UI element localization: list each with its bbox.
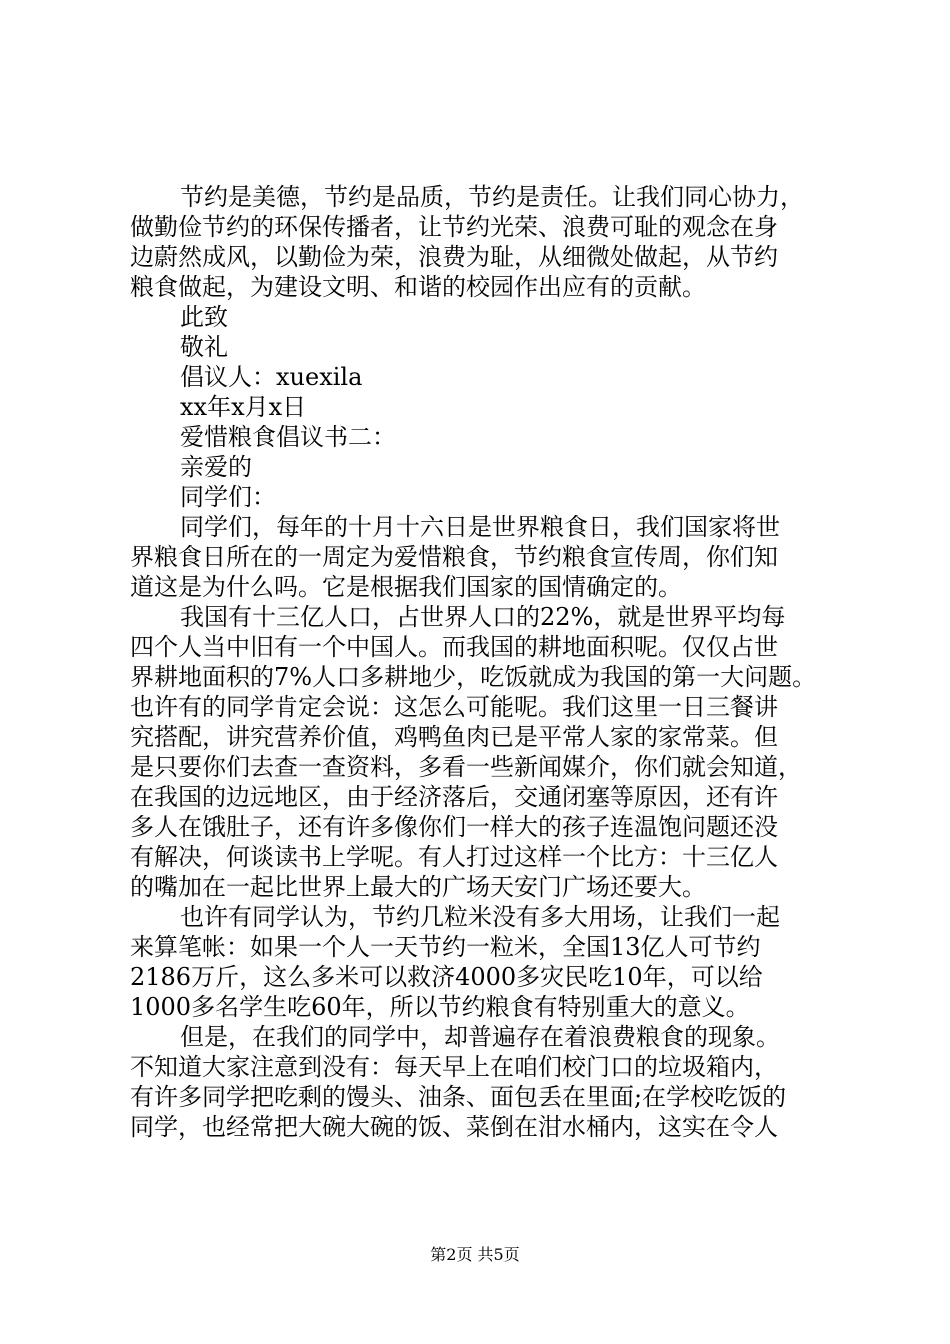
text-line: 倡议人：xuexila [180,363,363,391]
text-line: 来算笔帐：如果一个人一天节约一粒米，全国13亿人可节约 [130,933,761,961]
text-line: 我国有十三亿人口，占世界人口的22%，就是世界平均每 [180,603,786,631]
text-line: 此致 [180,303,228,331]
text-line: 敬礼 [180,333,228,361]
text-line: 是只要你们去查一查资料，多看一些新闻媒介，你们就会知道， [130,753,802,781]
text-line: 但是，在我们的同学中，却普遍存在着浪费粮食的现象。 [180,1023,780,1051]
text-line: 道这是为什么吗。它是根据我们国家的国情确定的。 [130,573,682,601]
text-line: xx年x月x日 [180,393,307,421]
text-line: 不知道大家注意到没有：每天早上在咱们校门口的垃圾箱内， [130,1053,778,1081]
text-line: 爱惜粮食倡议书二： [180,423,396,451]
text-line: 的嘴加在一起比世界上最大的广场天安门广场还要大。 [130,873,706,901]
text-line: 多人在饿肚子，还有许多像你们一样大的孩子连温饱问题还没 [130,813,778,841]
text-line: 同学们，每年的十月十六日是世界粮食日，我们国家将世 [180,513,780,541]
text-line: 边蔚然成风，以勤俭为荣，浪费为耻，从细微处做起，从节约 [130,243,778,271]
document-body [130,182,830,1142]
text-line: 1000多名学生吃60年，所以节约粮食有特别重大的意义。 [130,993,750,1021]
text-line: 有许多同学把吃剩的馒头、油条、面包丢在里面;在学校吃饭的 [130,1083,787,1111]
text-line: 同学们： [180,483,276,511]
text-line: 有解决，何谈读书上学呢。有人打过这样一个比方：十三亿人 [130,843,778,871]
text-line: 也许有同学认为，节约几粒米没有多大用场，让我们一起 [180,903,780,931]
text-line: 也许有的同学肯定会说：这怎么可能呢。我们这里一日三餐讲 [130,693,778,721]
text-line: 同学，也经常把大碗大碗的饭、菜倒在泔水桶内，这实在令人 [130,1113,778,1141]
text-line: 在我国的边远地区，由于经济落后，交通闭塞等原因，还有许 [130,783,778,811]
text-line: 粮食做起，为建设文明、和谐的校园作出应有的贡献。 [130,273,706,301]
text-line: 界粮食日所在的一周定为爱惜粮食，节约粮食宣传周，你们知 [130,543,778,571]
page-number-footer: 第2页 共5页 [430,1245,520,1264]
text-line: 究搭配，讲究营养价值，鸡鸭鱼肉已是平常人家的家常菜。但 [130,723,778,751]
text-line: 做勤俭节约的环保传播者，让节约光荣、浪费可耻的观念在身 [130,213,778,241]
text-line: 四个人当中旧有一个中国人。而我国的耕地面积呢。仅仅占世 [130,633,778,661]
text-line: 界耕地面积的7%人口多耕地少，吃饭就成为我国的第一大问题。 [130,663,817,691]
text-line: 亲爱的 [180,453,252,481]
text-line: 2186万斤，这么多米可以救济4000多灾民吃10年，可以给 [130,963,763,991]
text-line: 节约是美德，节约是品质，节约是责任。让我们同心协力， [180,183,804,211]
